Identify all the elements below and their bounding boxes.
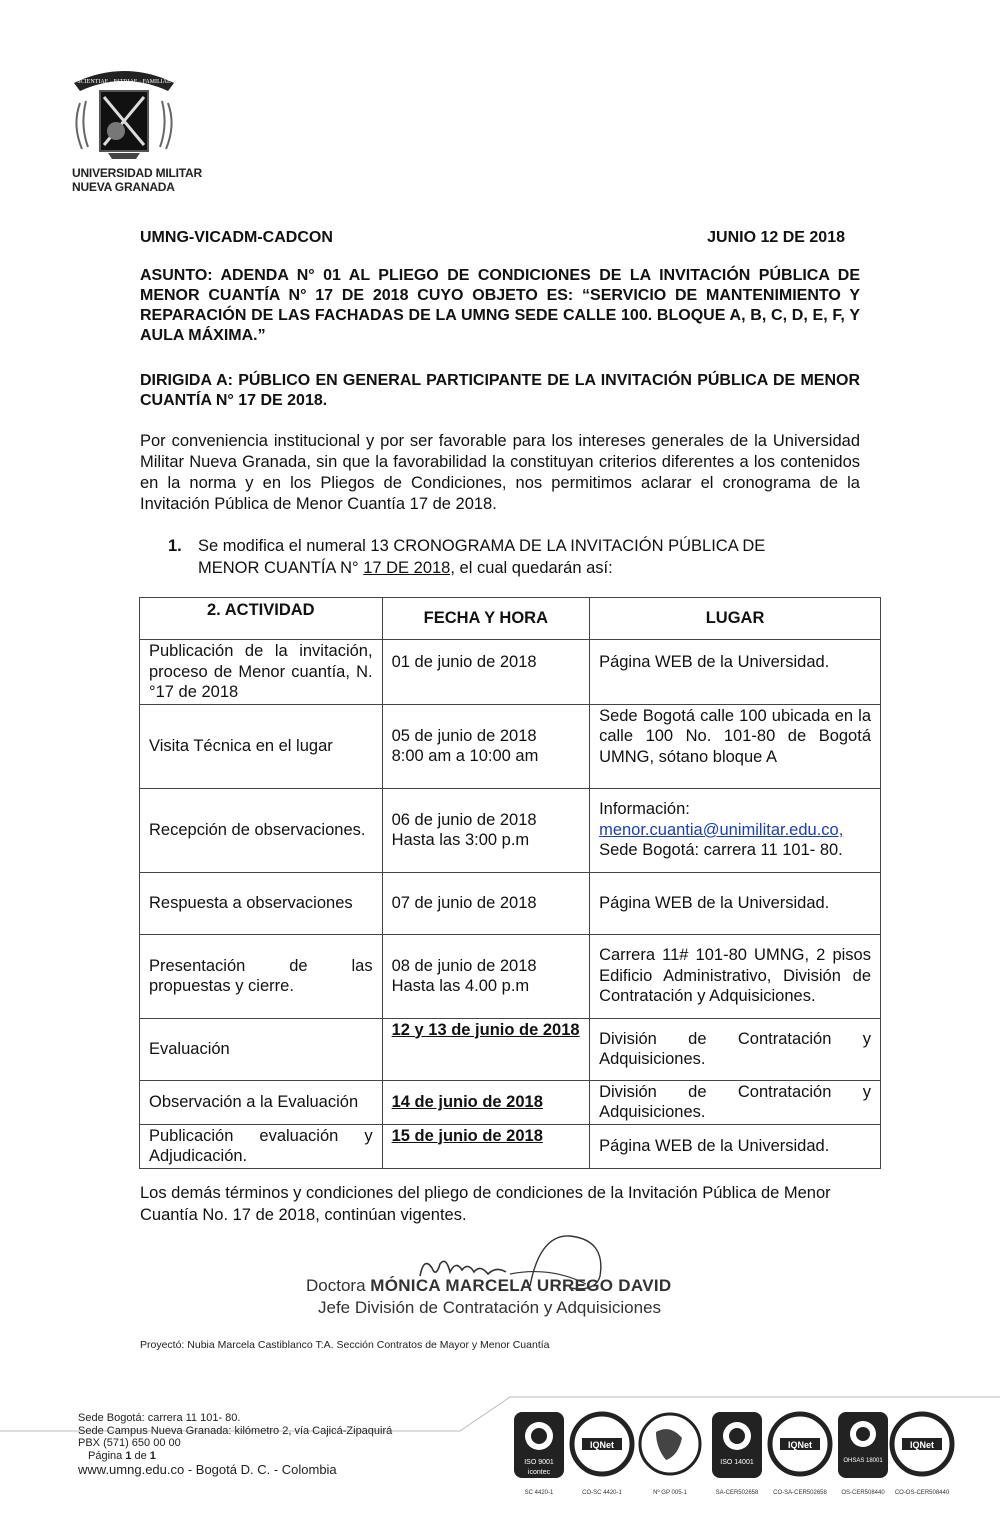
- row-date: 05 de junio de 2018: [391, 726, 537, 745]
- table-row: [140, 1080, 881, 1124]
- item-line2-underlined: 17 DE 2018,: [363, 559, 455, 577]
- table-row: [140, 704, 881, 788]
- row-activity: Presentación de las propuestas y cierre.: [140, 934, 383, 1018]
- page-current: 1: [125, 1449, 132, 1462]
- university-name-line2: NUEVA GRANADA: [72, 180, 175, 194]
- cert-brand-1: icontec: [527, 1469, 551, 1476]
- cert-code-3: Nº GP 005-1: [653, 1490, 687, 1496]
- row-time: 8:00 am a 10:00 am: [391, 747, 539, 765]
- header-place: LUGAR: [590, 598, 881, 640]
- row-time: Hasta las 3:00 p.m: [391, 831, 530, 849]
- row-activity: Recepción de observaciones.: [140, 788, 383, 872]
- table-row: [140, 788, 881, 872]
- closing-paragraph: Los demás términos y condiciones del pliego de condiciones de la Invitación Pública de Menor Cuantía No. 17 de 2018, continúan vigentes.: [140, 1184, 831, 1224]
- row-date: 14 de junio de 2018: [382, 1080, 590, 1124]
- item-line2-pre: MENOR CUANTÍA N°: [198, 559, 364, 577]
- schedule-table: [139, 597, 881, 1169]
- crest-motto: SCIENTIAE · PATRIAE · FAMILIAE: [77, 79, 171, 85]
- cert-code-7: CO-OS-CER508440: [894, 1490, 950, 1496]
- page-number: [78, 1450, 392, 1463]
- footer-website[interactable]: www.umng.edu.co - Bogotá D. C. - Colombia: [78, 1462, 337, 1477]
- projected-by-note: Proyectó: Nubia Marcela Castiblanco T:A. Sección Contratos de Mayor y Menor Cuantía: [140, 1339, 550, 1351]
- row-date-cell: [382, 934, 590, 1018]
- row-place-cell: [590, 788, 881, 872]
- table-header-row: [140, 598, 881, 640]
- footer-phone: PBX (571) 650 00 00: [78, 1437, 181, 1449]
- row-time: Hasta las 4.00 p.m: [391, 977, 530, 995]
- intro-paragraph: Por conveniencia institucional y por ser favorable para los intereses generales de la Universidad Militar Nueva Granada, sin que la favorabilidad la constituyan criterios diferentes a los contenidos en la norma y en los Pliegos de Condiciones, nos permitimos aclarar el cronograma de la Invitación Pública de Menor Cuantía 17 de 2018.: [140, 432, 860, 513]
- signatory-title: Doctora: [306, 1276, 371, 1295]
- cert-label-3: ISO 14001: [720, 1459, 754, 1466]
- cert-label-6: IQNet: [909, 1440, 935, 1450]
- row-date: 08 de junio de 2018: [391, 956, 537, 975]
- table-row: [140, 934, 881, 1018]
- cert-code-5: CO-SA-CER502658: [773, 1490, 827, 1496]
- item-line1: Se modifica el numeral 13 CRONOGRAMA DE LA INVITACIÓN PÚBLICA DE: [198, 537, 766, 555]
- cert-label-1: ISO 9001: [524, 1459, 554, 1466]
- cert-code-1: SC 4420-1: [524, 1490, 554, 1496]
- certification-seals: [510, 1408, 955, 1498]
- table-row: [140, 640, 881, 705]
- cert-label-5: OHSAS 18001: [843, 1458, 883, 1464]
- row-activity: Publicación de la invitación, proceso de Menor cuantía, N.°17 de 2018: [140, 640, 383, 705]
- university-name: [72, 166, 202, 194]
- row-date: 06 de junio de 2018: [391, 810, 537, 829]
- page-label: Página: [88, 1449, 126, 1462]
- row-place: Carrera 11# 101-80 UMNG, 2 pisos Edificio Administrativo, División de Contratación y Adquisiciones.: [590, 934, 881, 1018]
- row-place: Sede Bogotá calle 100 ubicada en la calle 100 No. 101-80 de Bogotá UMNG, sótano bloque A: [590, 704, 881, 788]
- signatory-fullname: MÓNICA MARCELA URREGO DAVID: [370, 1276, 672, 1295]
- row-activity: Evaluación: [140, 1018, 383, 1080]
- email-link[interactable]: menor.cuantia@unimilitar.edu.co,: [599, 820, 844, 839]
- table-row: [140, 1018, 881, 1080]
- header-date: FECHA Y HORA: [382, 598, 590, 640]
- addressed-to-paragraph: DIRIGIDA A: PÚBLICO EN GENERAL PARTICIPANTE DE LA INVITACIÓN PÚBLICA DE MENOR CUANTÍA N° 17 DE 2018.: [140, 372, 860, 409]
- cert-code-4: SA-CER502658: [715, 1490, 759, 1496]
- cert-code-6: OS-CER508440: [841, 1490, 885, 1496]
- row-date: 12 y 13 de junio de 2018: [382, 1018, 590, 1080]
- item-number: 1.: [168, 537, 182, 555]
- page-of: de: [131, 1449, 150, 1462]
- university-name-line1: UNIVERSIDAD MILITAR: [72, 166, 202, 180]
- item-line2-post: el cual quedarán así:: [454, 559, 613, 577]
- row-activity: Visita Técnica en el lugar: [140, 704, 383, 788]
- signatory-name: [306, 1276, 671, 1296]
- row-place: Información:: [599, 800, 690, 819]
- row-date: 07 de junio de 2018: [382, 872, 590, 934]
- row-date-cell: [382, 788, 590, 872]
- cert-code-2: CO-SC 4420-1: [582, 1490, 622, 1496]
- header-activity: 2. ACTIVIDAD: [140, 598, 383, 640]
- signatory-role: Jefe División de Contratación y Adquisiciones: [318, 1298, 662, 1317]
- row-activity: Publicación evaluación y Adjudicación.: [140, 1124, 383, 1168]
- document-date: JUNIO 12 DE 2018: [707, 229, 845, 246]
- row-activity: Observación a la Evaluación: [140, 1080, 383, 1124]
- row-activity: Respuesta a observaciones: [140, 872, 383, 934]
- cert-label-2: IQNet: [589, 1440, 615, 1450]
- cert-label-4: IQNet: [787, 1440, 813, 1450]
- row-date-cell: [382, 704, 590, 788]
- row-date: 01 de junio de 2018: [382, 640, 590, 705]
- page-total: 1: [149, 1449, 156, 1462]
- footer-address-campus: Sede Campus Nueva Granada: kilómetro 2, vía Cajicá-Zipaquirá: [78, 1424, 393, 1437]
- table-row: [140, 1124, 881, 1168]
- row-date: 15 de junio de 2018: [382, 1124, 590, 1168]
- row-place: División de Contratación y Adquisiciones.: [590, 1080, 881, 1124]
- row-place-address: Sede Bogotá: carrera 11 101- 80.: [599, 841, 843, 860]
- subject-paragraph: ASUNTO: ADENDA N° 01 AL PLIEGO DE CONDICIONES DE LA INVITACIÓN PÚBLICA DE MENOR CUANTÍA N° 17 DE 2018 CUYO OBJETO ES: “SERVICIO DE MANTENIMIENTO Y REPARACIÓN DE LAS FACHADAS DE LA UMNG SEDE CALLE 100. BLOQUE A, B, C, D, E, F, Y AULA MÁXIMA.”: [140, 267, 860, 344]
- row-place: Página WEB de la Universidad.: [590, 1124, 881, 1168]
- table-row: [140, 872, 881, 934]
- numbered-item-1: [168, 535, 860, 579]
- footer-contact: [78, 1412, 392, 1478]
- document-reference: UMNG-VICADM-CADCON: [140, 229, 333, 246]
- row-place: Página WEB de la Universidad.: [590, 872, 881, 934]
- row-place: Página WEB de la Universidad.: [590, 640, 881, 705]
- row-place: División de Contratación y Adquisiciones.: [590, 1018, 881, 1080]
- footer-address-bogota: Sede Bogotá: carrera 11 101- 80.: [78, 1412, 241, 1424]
